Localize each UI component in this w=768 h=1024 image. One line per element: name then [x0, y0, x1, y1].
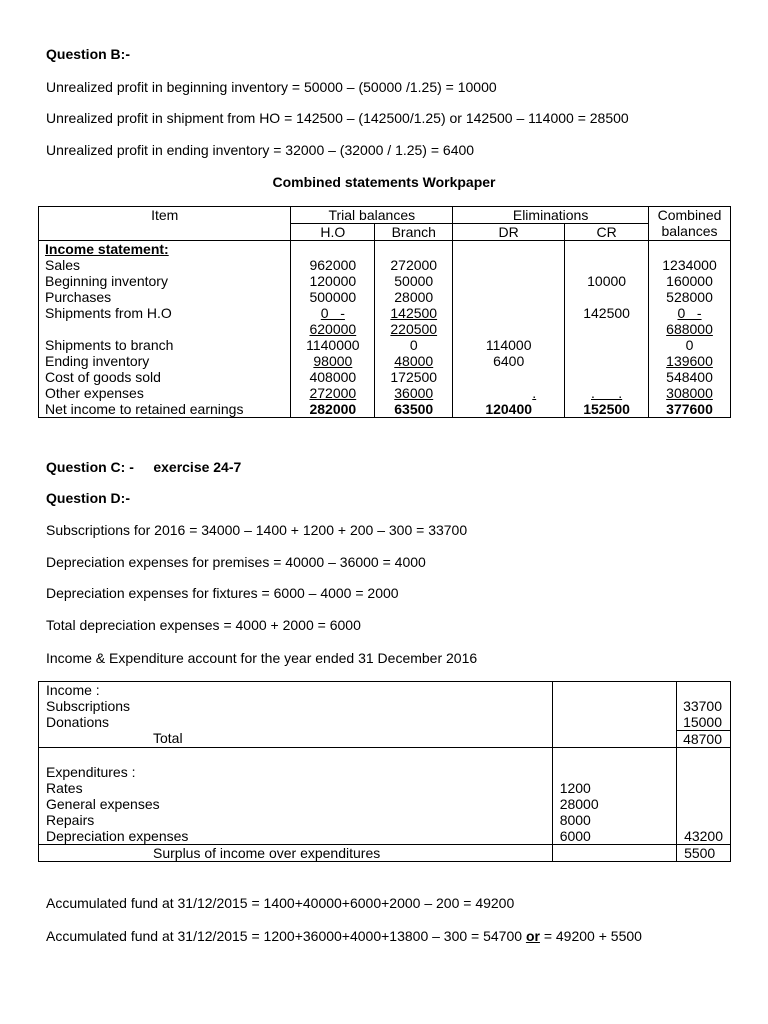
surplus-label: Surplus of income over expenditures — [39, 845, 553, 862]
row-dr — [453, 321, 565, 337]
row-branch: 172500 — [375, 369, 453, 385]
row-item: Shipments from H.O — [39, 305, 291, 321]
row-item: Shipments to branch — [39, 337, 291, 353]
depreciation-value: 6000 — [559, 828, 591, 844]
income-label: Income : — [46, 682, 100, 698]
row-dr — [453, 289, 565, 305]
row-branch: 272000 — [375, 257, 453, 273]
table-row — [39, 305, 731, 321]
header-eliminations: Eliminations — [453, 207, 649, 224]
question-b-line-3: Unrealized profit in ending inventory = 32000 – (32000 / 1.25) = 6400 — [46, 142, 475, 158]
row-cr: 142500 — [565, 305, 649, 321]
row-dr: 120400 — [453, 401, 565, 418]
row-combined: 377600 — [649, 401, 731, 418]
income-labels-cell — [39, 682, 553, 748]
row-cr: 152500 — [565, 401, 649, 418]
question-b-heading: Question B:- — [46, 46, 130, 62]
row-item: Net income to retained earnings — [39, 401, 291, 418]
row-dr — [453, 369, 565, 385]
accumulated-fund-line-1: Accumulated fund at 31/12/2015 = 1400+40000+6000+2000 – 200 = 49200 — [46, 895, 515, 911]
row-item: Other expenses — [39, 385, 291, 401]
total-label: Total — [153, 730, 183, 746]
row-combined: 0 - — [677, 305, 702, 321]
row-cr: . . — [591, 385, 623, 401]
header-combined-balances: Combined balances — [649, 207, 731, 241]
table-row — [39, 369, 731, 385]
expenditure-total-value: 43200 — [684, 828, 723, 844]
header-item: Item — [39, 207, 291, 241]
row-cr — [565, 289, 649, 305]
row-ho: 282000 — [291, 401, 375, 418]
table-row — [39, 385, 731, 401]
row-branch: 50000 — [375, 273, 453, 289]
row-dr — [453, 257, 565, 273]
table-row — [39, 337, 731, 353]
table-row — [39, 321, 731, 337]
header-branch: Branch — [375, 224, 453, 241]
question-b-line-1: Unrealized profit in beginning inventory = 50000 – (50000 /1.25) = 10000 — [46, 79, 497, 95]
question-d-line-4: Total depreciation expenses = 4000 + 2000 = 6000 — [46, 617, 361, 633]
row-combined: 528000 — [649, 289, 731, 305]
row-item: Cost of goods sold — [39, 369, 291, 385]
workpaper-title: Combined statements Workpaper — [272, 174, 496, 190]
row-ho: 120000 — [291, 273, 375, 289]
income-subtotal-cell — [552, 682, 676, 748]
depreciation-label: Depreciation expenses — [46, 828, 189, 844]
repairs-value: 8000 — [559, 812, 591, 828]
row-dr: . — [532, 385, 537, 401]
header-cr: CR — [565, 224, 649, 241]
row-branch: 48000 — [394, 353, 434, 369]
subscriptions-label: Subscriptions — [46, 698, 131, 714]
row-combined: 688000 — [666, 321, 713, 337]
table-row — [39, 353, 731, 369]
row-ho: 620000 — [309, 321, 357, 337]
workpaper-table — [38, 206, 731, 418]
income-expenditure-table — [38, 681, 731, 862]
question-d-line-3: Depreciation expenses for fixtures = 6000 – 4000 = 2000 — [46, 585, 399, 601]
header-trial-balances: Trial balances — [291, 207, 453, 224]
section-income-statement: Income statement: — [39, 241, 291, 258]
income-values-cell — [677, 682, 731, 748]
row-branch: 28000 — [375, 289, 453, 305]
row-ho: 1140000 — [291, 337, 375, 353]
table-row — [39, 401, 731, 418]
accumulated-fund-line-2-start: Accumulated fund at 31/12/2015 = 1200+36000+4000+13800 – 300 = 54700 — [46, 928, 526, 944]
row-combined: 1234000 — [649, 257, 731, 273]
question-c-heading: Question C: - exercise 24-7 — [46, 459, 242, 475]
row-ho: 272000 — [309, 385, 357, 401]
row-item — [39, 321, 291, 337]
question-d-line-1: Subscriptions for 2016 = 34000 – 1400 + 1200 + 200 – 300 = 33700 — [46, 522, 468, 538]
row-combined: 548400 — [649, 369, 731, 385]
row-cr — [565, 257, 649, 273]
rates-label: Rates — [46, 780, 83, 796]
subscriptions-value: 33700 — [683, 698, 722, 714]
repairs-label: Repairs — [46, 812, 95, 828]
expenditure-items-cell — [552, 748, 676, 845]
row-ho: 98000 — [313, 353, 353, 369]
row-item: Beginning inventory — [39, 273, 291, 289]
rates-value: 1200 — [559, 780, 591, 796]
table-row — [39, 289, 731, 305]
row-cr — [565, 321, 649, 337]
general-expenses-value: 28000 — [559, 796, 599, 812]
table-row — [39, 257, 731, 273]
accumulated-fund-line-2 — [46, 928, 642, 945]
row-branch: 220500 — [390, 321, 438, 337]
row-dr: 114000 — [453, 337, 565, 353]
row-combined: 0 — [649, 337, 731, 353]
or-emphasis: or — [525, 928, 540, 944]
row-ho: 408000 — [291, 369, 375, 385]
donations-label: Donations — [46, 714, 110, 730]
row-branch: 0 — [375, 337, 453, 353]
donations-value: 15000 — [677, 714, 730, 731]
expenditure-labels-cell — [39, 748, 553, 845]
header-dr: DR — [453, 224, 565, 241]
row-dr — [453, 305, 565, 321]
row-combined: 139600 — [666, 353, 713, 369]
question-b-line-2: Unrealized profit in shipment from HO = 142500 – (142500/1.25) or 142500 – 114000 = 28500 — [46, 110, 629, 126]
row-branch: 142500 — [390, 305, 438, 321]
header-ho: H.O — [291, 224, 375, 241]
row-cr — [565, 369, 649, 385]
table-row — [39, 241, 731, 258]
row-combined: 308000 — [666, 385, 713, 401]
row-cr — [565, 337, 649, 353]
question-d-line-2: Depreciation expenses for premises = 40000 – 36000 = 4000 — [46, 554, 426, 570]
accumulated-fund-line-2-end: = 49200 + 5500 — [539, 928, 642, 944]
expenditures-label: Expenditures : — [46, 764, 136, 780]
question-d-line-5: Income & Expenditure account for the year ended 31 December 2016 — [46, 650, 478, 666]
table-row — [39, 273, 731, 289]
row-ho: 962000 — [291, 257, 375, 273]
row-cr: 10000 — [565, 273, 649, 289]
row-ho: 0 - — [320, 305, 345, 321]
row-item: Sales — [39, 257, 291, 273]
total-value: 48700 — [683, 731, 722, 747]
row-ho: 500000 — [291, 289, 375, 305]
row-combined: 160000 — [649, 273, 731, 289]
row-dr — [453, 273, 565, 289]
row-item: Ending inventory — [39, 353, 291, 369]
expenditure-total-cell — [677, 748, 731, 845]
general-expenses-label: General expenses — [46, 796, 160, 812]
row-dr: 6400 — [453, 353, 565, 369]
row-item: Purchases — [39, 289, 291, 305]
row-cr — [565, 353, 649, 369]
question-d-heading: Question D:- — [46, 490, 130, 506]
row-branch: 36000 — [394, 385, 434, 401]
row-branch: 63500 — [375, 401, 453, 418]
surplus-value: 5500 — [677, 845, 731, 862]
